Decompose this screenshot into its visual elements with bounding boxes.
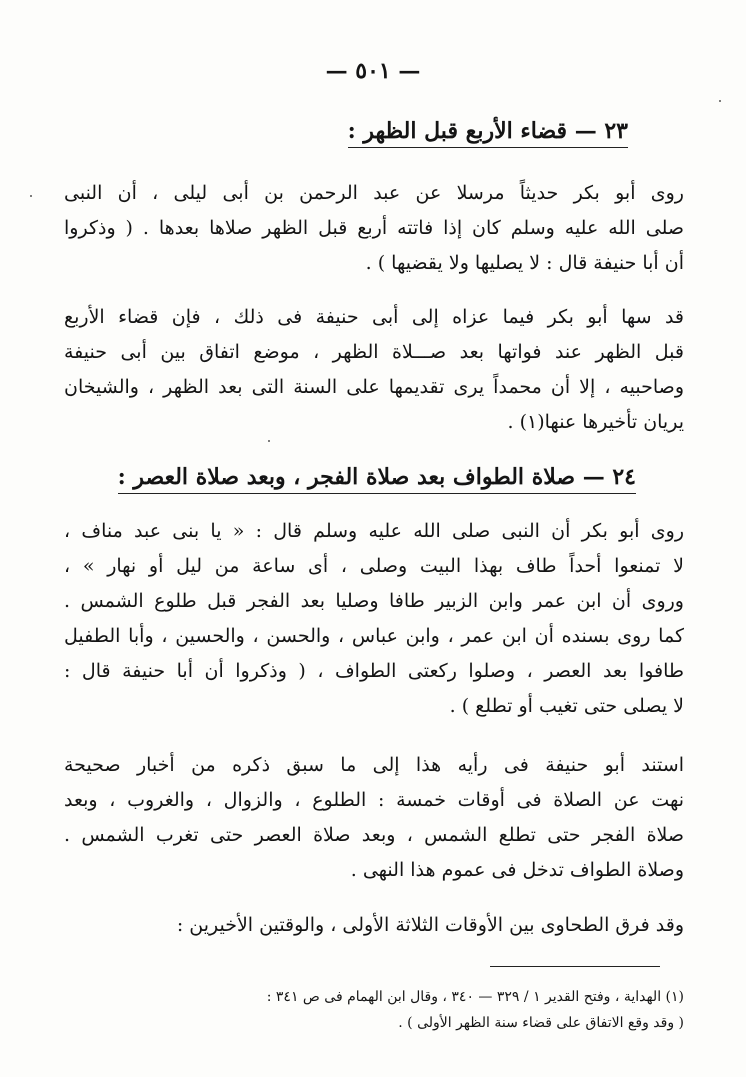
page-number: — ٥٠١ — [325,58,421,84]
paragraph [64,748,684,888]
scan-speck [719,100,721,102]
text-line: قد سها أبو بكر فيما عزاه إلى أبى حنيفة فى ذلك ، فإن قضاء الأربع [64,306,684,328]
text-line: روى أبو بكر حديثاً مرسلا عن عبد الرحمن بن أبى ليلى ، أن النبى [64,182,684,204]
text-line: قبل الظهر عند فواتها بعد صـــلاة الظهر ، موضع اتفاق بين أبى حنيفة [64,341,684,363]
section-heading-24 [118,464,636,490]
scan-speck [30,195,32,197]
text-line: صلاة الفجر حتى تطلع الشمس ، وبعد صلاة العصر حتى تغرب الشمس . [64,824,684,846]
text-line: لا يصلى حتى تغيب أو تطلع ) . [449,695,684,717]
footnote-separator [490,966,660,967]
paragraph [64,176,684,281]
text-line: لا تمنعوا أحداً طاف بهذا البيت وصلى ، أى ساعة من ليل أو نهار » ، [64,555,684,577]
section-heading-23 [348,118,628,144]
text-line: صلى الله عليه وسلم كان إذا فاتته أربع قبل الظهر صلاها بعدها . ( وذكروا [64,217,684,239]
text-line: أن أبا حنيفة قال : لا يصليها ولا يقضيها ) . [365,252,684,274]
text-line: يريان تأخيرها عنها(١) . [507,411,684,433]
footnote-line: ( وقد وقع الاتفاق على قضاء سنة الظهر الأولى ) . [398,1015,684,1031]
text-line: طافوا بعد العصر ، وصلوا ركعتى الطواف ، ( وذكروا أن أبا حنيفة قال : [64,660,684,682]
paragraph [64,514,684,724]
footnote-line: (١) الهداية ، وفتح القدير ١ / ٣٢٩ — ٣٤٠ ، وقال ابن الهمام فى ص ٣٤١ : [266,989,684,1005]
text-line: كما روى بسنده أن ابن عمر ، وابن عباس ، والحسن ، والحسين ، وأبا الطفيل [64,625,684,647]
footnotes [104,984,684,1036]
scan-speck [268,440,270,442]
paragraph [64,908,684,943]
section-heading-text: ٢٤ — صلاة الطواف بعد صلاة الفجر ، وبعد صلاة العصر : [118,464,636,494]
section-heading-text: ٢٣ — قضاء الأربع قبل الظهر : [348,118,628,148]
text-line: استند أبو حنيفة فى رأيه هذا إلى ما سبق ذكره من أخبار صحيحة [64,754,684,776]
text-line: روى أبو بكر أن النبى صلى الله عليه وسلم قال : « يا بنى عبد مناف ، [64,520,684,542]
text-line: نهت عن الصلاة فى أوقات خمسة : الطلوع ، والزوال ، والغروب ، وبعد [64,789,684,811]
text-line: وقد فرق الطحاوى بين الأوقات الثلاثة الأولى ، والوقتين الأخيرين : [176,914,684,936]
paragraph [64,300,684,440]
text-line: وصاحبيه ، إلا أن محمداً يرى تقديمها على السنة التى بعد الظهر ، والشيخان [64,376,684,398]
text-line: وصلاة الطواف تدخل فى عموم هذا النهى . [350,859,684,881]
text-line: وروى أن ابن عمر وابن الزبير طافا وصليا بعد الفجر قبل طلوع الشمس . [64,590,684,612]
